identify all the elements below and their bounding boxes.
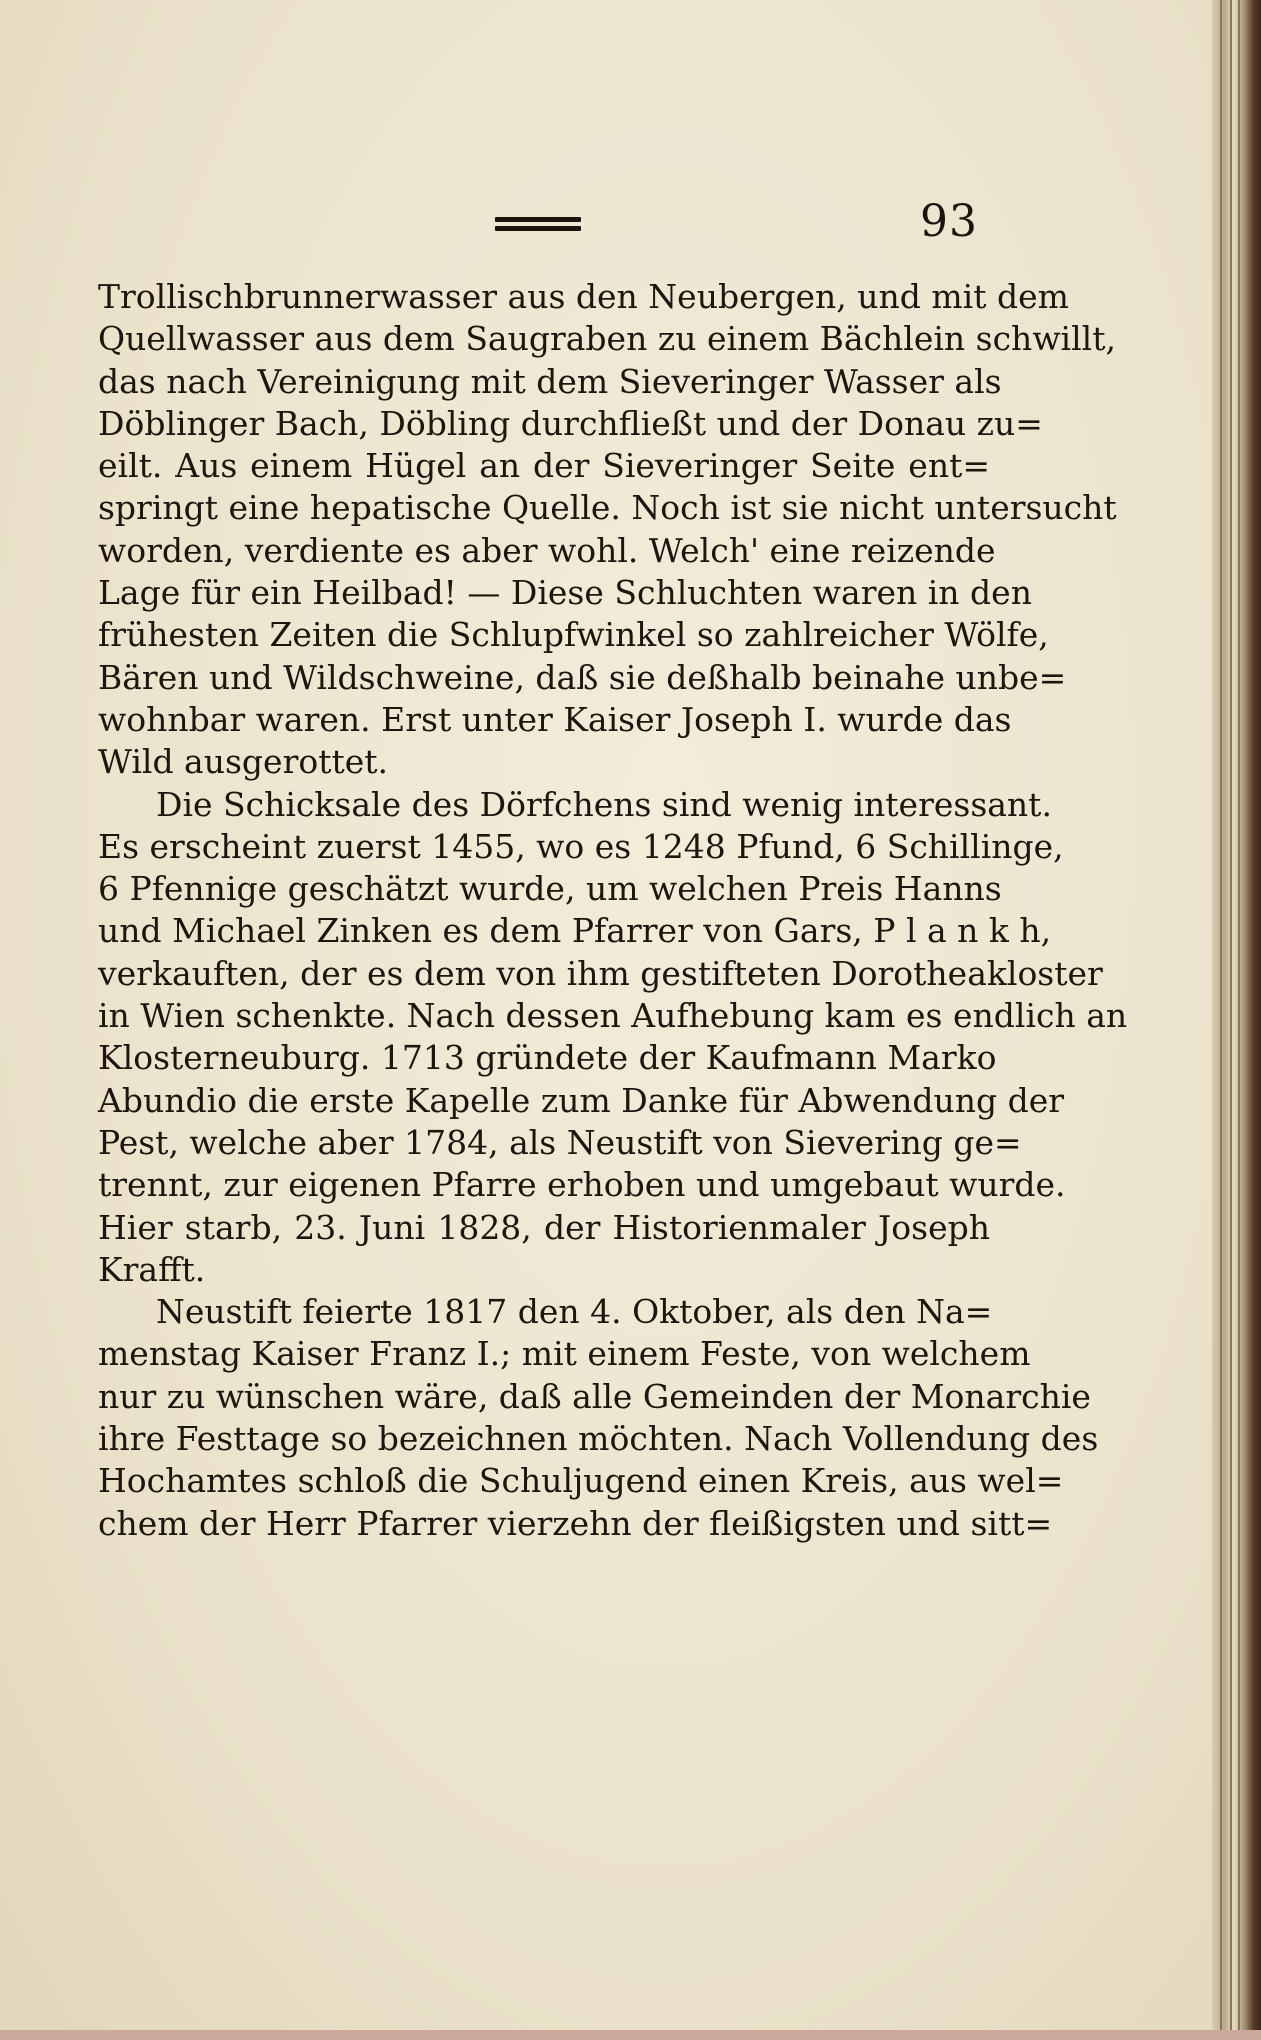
text-line: eilt. Aus einem Hügel an der Sieveringer Seite ent= xyxy=(98,446,990,486)
text-line: nur zu wünschen wäre, daß alle Gemeinden der Monarchie xyxy=(98,1376,1091,1416)
page-header xyxy=(0,196,1212,260)
text-line: Hochamtes schloß die Schuljugend einen Kreis, aus wel= xyxy=(98,1461,1064,1501)
text-line: Krafft. xyxy=(98,1249,206,1289)
text-line: Döblinger Bach, Döbling durchfließt und der Donau zu= xyxy=(98,403,1043,443)
paragraph-start-line: Die Schicksale des Dörfchens sind wenig interessant. xyxy=(156,784,1052,824)
text-line: springt eine hepatische Quelle. Noch ist sie nicht untersucht xyxy=(98,488,1117,528)
text-line: menstag Kaiser Franz I.; mit einem Feste, von welchem xyxy=(98,1334,1031,1374)
header-rule-ornament xyxy=(495,217,581,233)
text-line: wohnbar waren. Erst unter Kaiser Joseph I. wurde das xyxy=(98,699,1012,739)
text-line: worden, verdiente es aber wohl. Welch' eine reizende xyxy=(98,530,996,570)
text-line: Hier starb, 23. Juni 1828, der Historienmaler Joseph xyxy=(98,1207,990,1247)
paragraph-start-line: Neustift feierte 1817 den 4. Oktober, als den Na= xyxy=(156,1292,993,1332)
text-line: verkauften, der es dem von ihm gestifteten Dorotheakloster xyxy=(98,953,1103,993)
book-spine-edge xyxy=(1212,0,1261,2040)
body-text xyxy=(98,276,1128,1545)
text-line: ihre Festtage so bezeichnen möchten. Nach Vollendung des xyxy=(98,1419,1099,1459)
text-line: Abundio die erste Kapelle zum Danke für Abwendung der xyxy=(98,1080,1065,1120)
text-line: Klosterneuburg. 1713 gründete der Kaufmann Marko xyxy=(98,1038,997,1078)
text-line: Trollischbrunnerwasser aus den Neubergen, und mit dem xyxy=(98,277,1069,316)
text-line: frühesten Zeiten die Schlupfwinkel so zahlreicher Wölfe, xyxy=(98,615,1049,655)
page-number: 93 xyxy=(920,196,978,247)
text-line: Bären und Wildschweine, daß sie deßhalb beinahe unbe= xyxy=(98,657,1067,697)
page-bottom-edge xyxy=(0,2030,1261,2040)
text-line: chem der Herr Pfarrer vierzehn der fleißigsten und sitt= xyxy=(98,1503,1053,1543)
text-line: Wild ausgerottet. xyxy=(98,742,389,782)
text-line: Quellwasser aus dem Saugraben zu einem Bächlein schwillt, xyxy=(98,319,1116,359)
text-line: Lage für ein Heilbad! — Diese Schluchten waren in den xyxy=(98,573,1032,613)
text-line: das nach Vereinigung mit dem Sieveringer Wasser als xyxy=(98,361,1002,401)
text-line: und Michael Zinken es dem Pfarrer von Gars, P l a n k h, xyxy=(98,911,1052,951)
text-line: 6 Pfennige geschätzt wurde, um welchen Preis Hanns xyxy=(98,869,1002,909)
text-line: Pest, welche aber 1784, als Neustift von Sievering ge= xyxy=(98,1122,1022,1162)
text-line: Es erscheint zuerst 1455, wo es 1248 Pfund, 6 Schillinge, xyxy=(98,826,1064,866)
text-line: trennt, zur eigenen Pfarre erhoben und umgebaut wurde. xyxy=(98,1165,1066,1205)
text-line: in Wien schenkte. Nach dessen Aufhebung kam es endlich an xyxy=(98,996,1128,1036)
